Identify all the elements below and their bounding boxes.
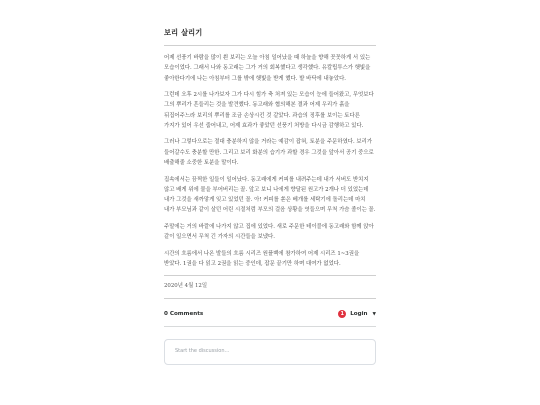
comments-divider <box>164 326 376 327</box>
title-divider <box>164 45 376 46</box>
post-date: 2020년 4월 12일 <box>164 283 208 290</box>
post-paragraph: 그러나 그렇다으로는 절대 충분하지 않을 거라는 예감이 잡혀, 토분을 주문하였다. 보리가 들어갈수도 충분할 만한. 그리고 보리 화분의 습기가 과할 경우 그것을 앞아서 공기 중으로 배출해줄 소중한 토분을 말이다. <box>164 139 374 167</box>
date-divider <box>164 298 376 299</box>
comment-input[interactable] <box>164 339 376 365</box>
post-paragraph: 주말에는 거의 바깥에 나가지 않고 집에 있었다. 새로 주문한 테이블에 동고래와 함께 앉아 같이 일으면서 무척 긴 가자의 시간들을 보냈다. <box>164 223 374 241</box>
body-divider <box>164 275 376 276</box>
post-paragraph: 시간의 흐름에서 나온 발들의 흐름 시리즈 원플백에 참가하여 어제 시리즈 1~3권을 받았다. 1권을 다 읽고 2권을 읽는 중인데, 잡문 끝기만 하며 대여가 없었다. <box>164 250 360 267</box>
post-paragraph: 어제 선풍기 바람을 많이 쐰 보리는 오늘 아침 일어났을 때 하늘을 향해 꼿꼿하게 서 있는 모습이었다. 그래서 나와 동고래는 그가 거의 회복했다고 생각했다. 유칼립투스가 햇빛을 좋아한다기에 나는 아침부터 그를 밖에 햇빛을 받게 했다. 밭 바닥에 내놓았다. <box>164 55 371 82</box>
comment-placeholder: Start the discussion… <box>175 348 230 355</box>
post-title: 보리 살리기 <box>164 28 203 37</box>
login-label[interactable]: Login <box>350 311 368 318</box>
post-paragraph: 집속에서는 끔찍한 일들이 일어났다. 동고래에게 커피를 내려주는데 내가 서버도 받치지 않고 배게 위에 물을 부어버리는 꼴. 앞고 보니 나에게 향달된 원고가 2개나 더 있었는데 내가 그것을 새까맣게 잊고 있었던 꼴. 아! 커피를 쏟은 베개를 세탁기에 돌리는데 마치 내가 부모님과 같이 살던 어린 시절처럼 부모의 걸음 상황을 엿들으며 무척 가슴 졸이는 꼴. <box>164 176 376 214</box>
post-body <box>164 53 376 269</box>
post-paragraph: 그런데 오후 2시를 나가보자 그가 다시 힘가 축 처져 있는 모습이 눈에 들어왔고, 무엇보다 그의 뿌리가 흔들리는 것을 발견했다. 동고래와 협의해본 결과 어제 우리가 흙을 뒤집어주느라 보리의 뿌리를 조금 손상시킨 것 같았다. 과습의 징후를 보이는 토다른 가지가 있어 우선 줍어내고, 어제 효과가 좋았던 선풍기 처방을 다시금 감행하고 있다. <box>164 92 374 129</box>
comments-count-tab[interactable]: 0 Comments <box>164 311 204 318</box>
blog-post <box>164 0 376 365</box>
comments-header <box>164 308 376 320</box>
notification-badge[interactable]: 1 <box>338 310 346 318</box>
login-menu[interactable] <box>338 310 376 318</box>
chevron-down-icon[interactable]: ▼ <box>372 311 376 317</box>
